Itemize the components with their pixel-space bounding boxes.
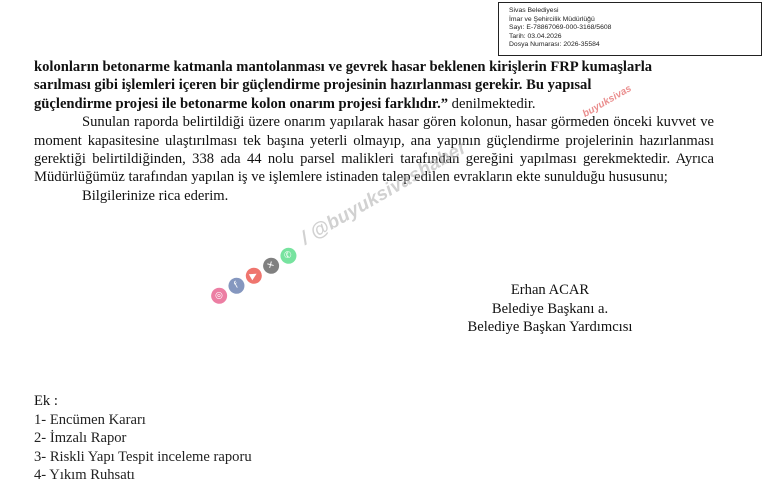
quote-line: güçlendirme projesi ile betonarme kolon onarım projesi farklıdır.”: [34, 95, 449, 112]
stamp-line: Sivas Belediyesi: [509, 7, 559, 14]
signatory-name: Erhan ACAR: [510, 282, 590, 298]
annex-item-text: Yıkım Ruhsatı: [49, 467, 135, 484]
quote-line: kolonların betonarme katmanla mantolanması ve gevrek hasar beklenen kirişlerin FRP kumaşlarla: [34, 59, 653, 75]
annex-item: [34, 429, 434, 448]
report-paragraph: Sunulan raporda belirtildiği üzere onarım yapılarak hasar gören kolonun, hasar görmeden önceki kuvvet ve moment kapasitesine ulaştırılması tek başına yeterli olmayıp, ana yapının güçlendirme projelerinin hazırlanması gerektiği belirtildiğinden, 338 ada 44 nolu parsel malikleri tarafından gereğini yapılması gerekmektedir. Ayrıca Müdürlüğümüz tarafından yapılan iş ve işlemlere istinaden talep edilen evrakların ekte sunulduğu hususunu;: [34, 114, 714, 186]
facebook-icon: f: [226, 275, 248, 297]
quote-tail: denilmektedir.: [448, 95, 536, 112]
annex-item: [34, 448, 434, 467]
annex-item-number: 4-: [34, 467, 47, 484]
x-icon: ✕: [260, 255, 282, 277]
whatsapp-icon: ✆: [278, 245, 300, 267]
annex-item-number: 2-: [34, 430, 47, 447]
annex-item: [34, 466, 434, 485]
annex-list: [34, 392, 434, 485]
annex-heading: Ek :: [34, 393, 58, 409]
watermark-handle: / @buyuksivashaber: [297, 137, 471, 250]
youtube-icon: ▶: [243, 265, 265, 287]
stamp-line: Tarih: 03.04.2026: [509, 32, 562, 40]
watermark-icons: [207, 240, 303, 306]
annex-item-text: İmzalı Rapor: [49, 430, 127, 447]
signatory-subtitle: Belediye Başkan Yardımcısı: [467, 319, 633, 336]
instagram-icon: ◎: [208, 285, 230, 307]
signatory-title: Belediye Başkanı a.: [491, 300, 609, 317]
annex-item: [34, 411, 434, 430]
annex-item-number: 1-: [34, 411, 47, 428]
stamp-line: İmar ve Şehircilik Müdürlüğü: [509, 15, 595, 23]
watermark-overlay-text: buyuksivas: [580, 83, 634, 120]
closing-line: Bilgilerinize rica ederim.: [82, 187, 229, 204]
annex-item-text: Riskli Yapı Tespit inceleme raporu: [49, 448, 252, 465]
annex-item-text: Encümen Kararı: [49, 411, 146, 428]
stamp-line: Sayı: E-78867069-000-3168/5608: [509, 24, 612, 32]
registry-stamp: [498, 2, 762, 56]
signature-block: [430, 281, 670, 337]
annex-item-number: 3-: [34, 448, 47, 465]
stamp-line: Dosya Numarası: 2026-35584: [509, 41, 600, 49]
quote-line: sarılması gibi işlemleri içeren bir güçlendirme projesinin hazırlanması gerekir. Bu yapısal: [34, 77, 592, 94]
